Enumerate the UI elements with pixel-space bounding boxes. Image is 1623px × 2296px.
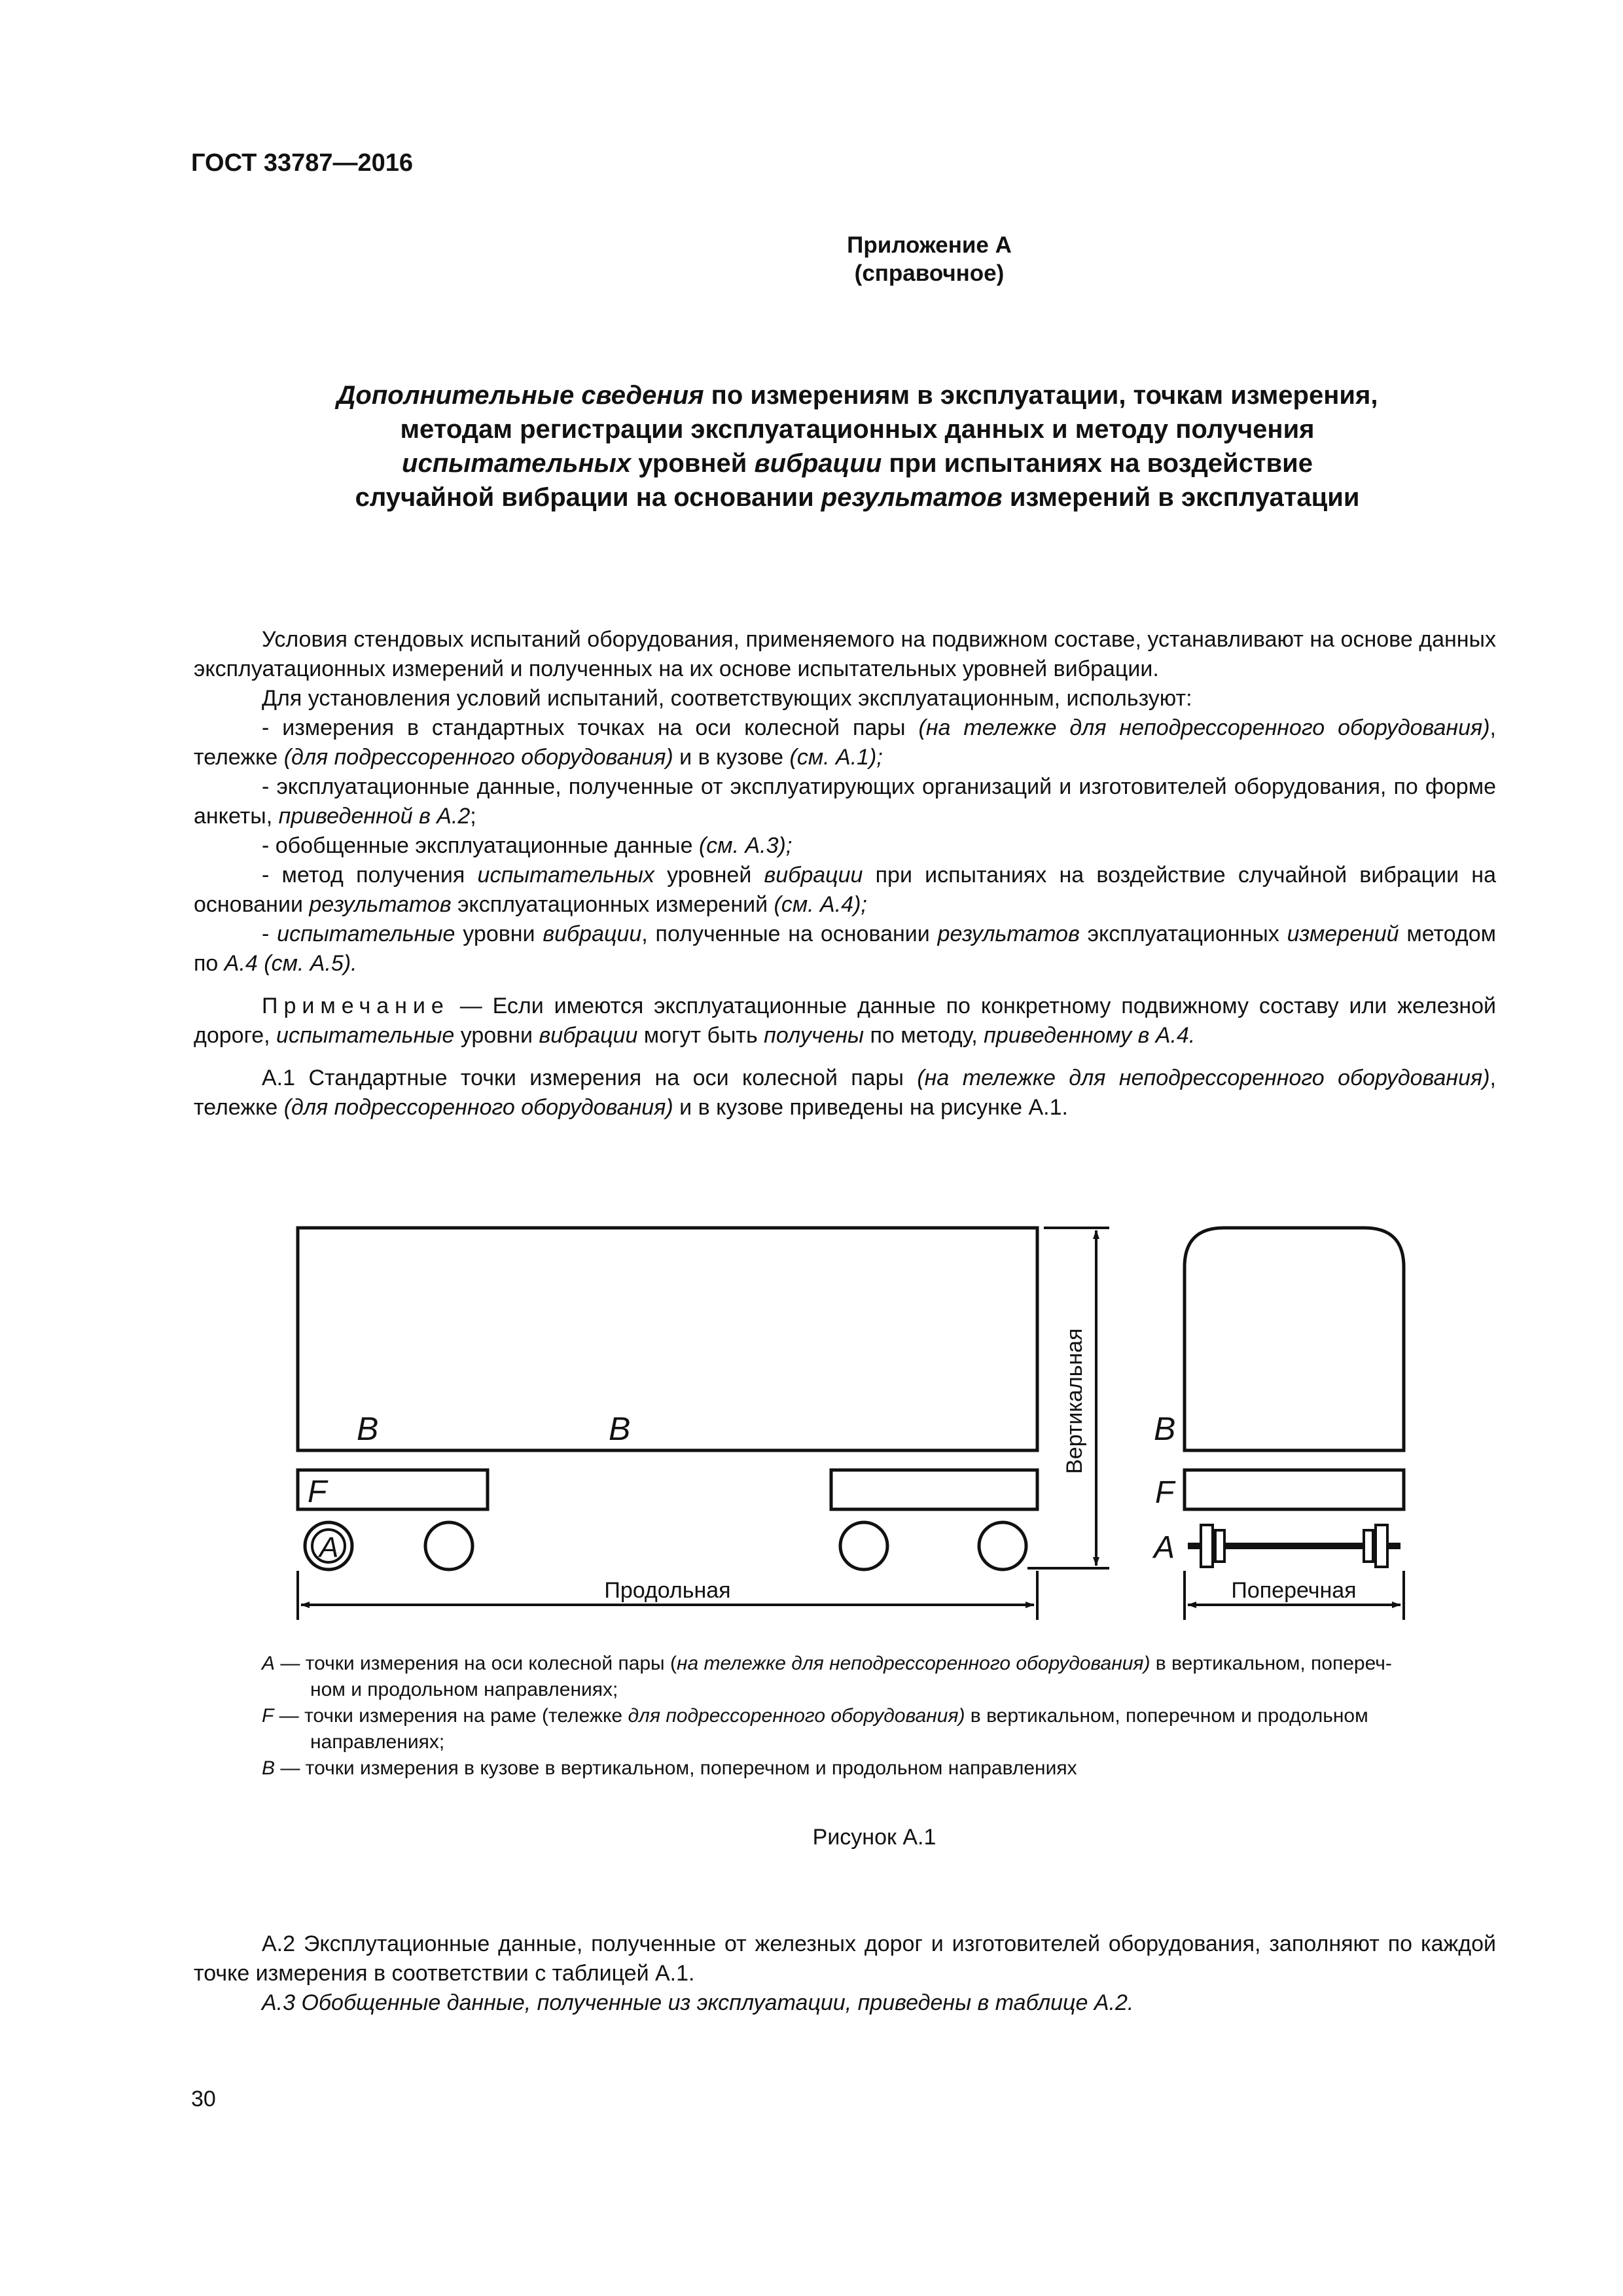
list-item: - эксплуатационные данные, полученные от эксплуатирующих организаций и изготовителей оборудования, по форме анкеты, приведенной в А.2;	[194, 774, 1496, 829]
bogie-frame-right	[831, 1470, 1037, 1509]
label-f: F	[308, 1475, 327, 1509]
list-item: - испытательные уровни вибрации, полученные на основании результатов эксплуатационных измерений методом по А.4 (см. А.5).	[194, 922, 1496, 976]
legend-item: F — точки измерения на раме (тележке для подрессоренного оборудования) в вертикальном, поперечном и продольном направлениях;	[262, 1705, 1368, 1753]
legend-item: В — точки измерения в кузове в вертикальном, поперечном и продольном направлениях	[262, 1757, 1077, 1779]
label-b: B	[357, 1410, 379, 1447]
paragraph: А.3 Обобщенные данные, полученные из эксплуатации, приведены в таблице А.2.	[262, 1990, 1134, 2015]
label-longitudinal: Продольная	[604, 1578, 731, 1603]
legend-item: А — точки измерения на оси колесной пары (на тележке для неподрессоренного оборудования) в вертикальном, попереч- ном и продольном направлениях;	[262, 1653, 1392, 1700]
wheel	[425, 1522, 473, 1570]
note: Примечание — Если имеются эксплуатационные данные по конкретному подвижному составу или железной дороге, испытательные уровни вибрации могут быть получены по методу, приведенному в А.4.	[194, 994, 1496, 1048]
wheelset-end-view	[1188, 1525, 1400, 1567]
figure-caption: Рисунок А.1	[812, 1825, 936, 1850]
list-item: - метод получения испытательных уровней вибрации при испытаниях на воздействие случайной вибрации на основании результатов эксплуатационных измерений (см. А.4);	[194, 863, 1496, 917]
figure-measurement-points	[275, 1204, 1420, 1636]
annex-heading: Дополнительные сведения по измерениям в эксплуатации, точкам измерения, методам регистрации эксплуатационных данных и методу получения испытательных уровней вибрации при испытаниях на воздействие случайной вибрации на основании результатов измерений в эксплуатации	[336, 381, 1378, 512]
body-section	[194, 625, 1496, 1122]
annex-type: (справочное)	[854, 260, 1005, 286]
label-a: A	[1154, 1530, 1175, 1565]
paragraph: Условия стендовых испытаний оборудования, применяемого на подвижном составе, устанавливают на основе данных эксплуатационных измерений и полученных на их основе испытательных уровней вибрации.	[194, 627, 1496, 681]
car-body-side	[298, 1228, 1037, 1450]
label-vertical: Вертикальная	[1062, 1328, 1087, 1474]
car-body-end	[1185, 1228, 1404, 1450]
list-item: - измерения в стандартных точках на оси колесной пары (на тележке для неподрессоренного оборудования), тележке (для подрессоренного оборудования) и в кузове (см. А.1);	[194, 715, 1496, 770]
paragraph: Для установления условий испытаний, соответствующих эксплуатационным, используют:	[262, 686, 1192, 711]
wheel	[840, 1522, 887, 1570]
label-a: A	[319, 1532, 339, 1564]
annex-title: Приложение А	[847, 232, 1012, 258]
page-number: 30	[191, 2087, 216, 2111]
label-b: B	[609, 1410, 631, 1447]
label-transverse: Поперечная	[1231, 1578, 1357, 1603]
bogie-frame-end	[1185, 1470, 1404, 1509]
label-b: B	[1154, 1410, 1176, 1447]
document-code: ГОСТ 33787—2016	[191, 149, 414, 177]
body-section-2	[194, 1929, 1496, 2018]
paragraph: А.2 Эксплутационные данные, полученные от железных дорог и изготовителей оборудования, заполняют по каждой точке измерения в соответствии с таблицей А.1.	[194, 1931, 1496, 1986]
paragraph: А.1 Стандартные точки измерения на оси колесной пары (на тележке для неподрессоренного оборудования), тележке (для подрессоренного оборудования) и в кузове приведены на рисунке А.1.	[194, 1066, 1496, 1120]
wheel	[979, 1522, 1026, 1570]
label-f: F	[1155, 1475, 1175, 1510]
list-item: - обобщенные эксплуатационные данные (см. А.3);	[262, 833, 793, 858]
figure-legend	[194, 1651, 1496, 1782]
